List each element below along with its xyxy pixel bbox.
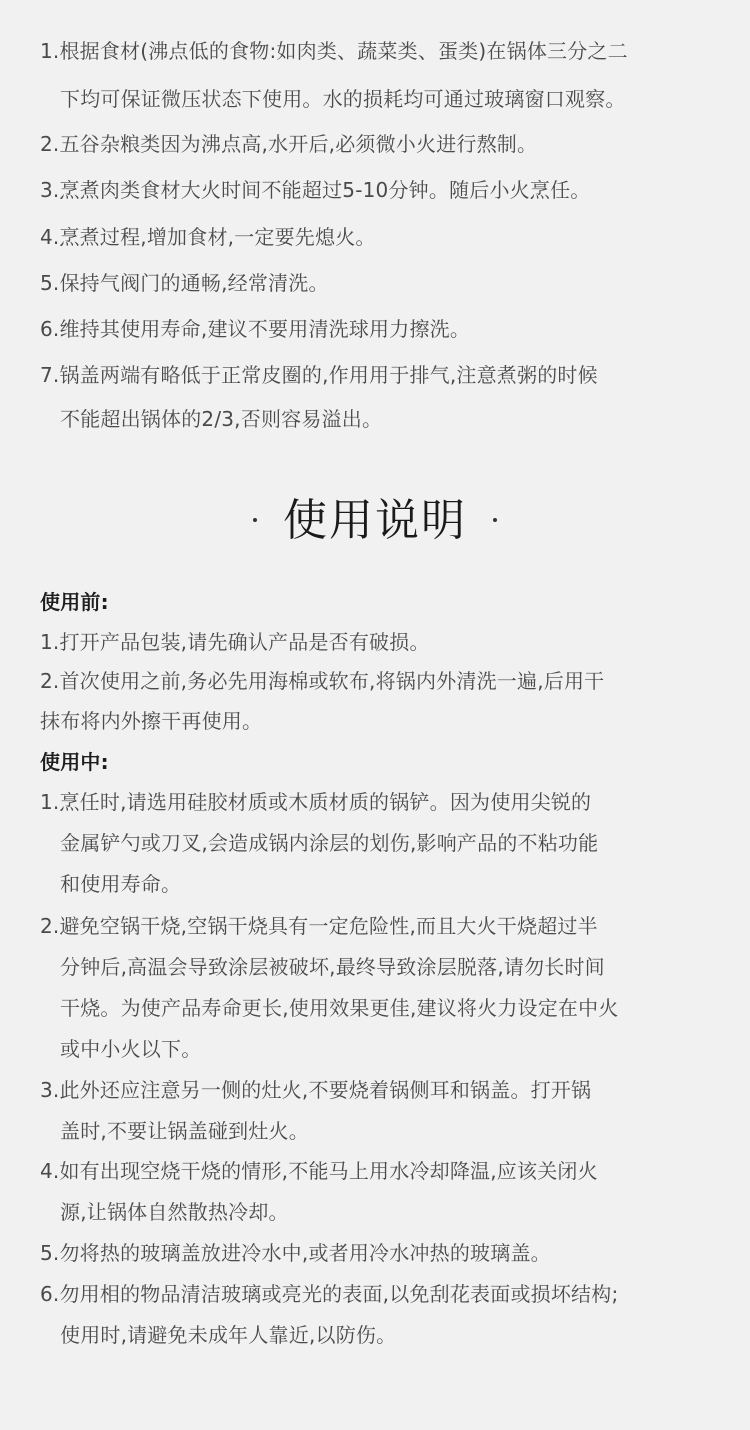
during-item-3-line-1: 3.此外还应注意另一侧的灶火,不要烧着锅侧耳和锅盖。打开锅 <box>40 1078 592 1102</box>
note-6: 6.维持其使用寿命,建议不要用清洗球用力擦洗。 <box>40 317 471 341</box>
during-use-heading: 使用中: <box>40 750 109 774</box>
note-4: 4.烹煮过程,增加食材,一定要先熄火。 <box>40 225 376 249</box>
title-dot-left <box>253 518 257 522</box>
during-item-1-line-3: 和使用寿命。 <box>60 872 182 896</box>
during-item-3-line-2: 盖时,不要让锅盖碰到灶火。 <box>60 1119 309 1143</box>
during-item-1-line-1: 1.烹任时,请选用硅胶材质或木质材质的锅铲。因为使用尖锐的 <box>40 790 592 814</box>
note-1-line-2: 下均可保证微压状态下使用。水的损耗均可通过玻璃窗口观察。 <box>60 87 626 111</box>
page-title: 使用说明 <box>283 495 467 546</box>
during-item-5: 5.勿将热的玻璃盖放进冷水中,或者用冷水冲热的玻璃盖。 <box>40 1241 551 1265</box>
during-item-2-line-1: 2.避免空锅干烧,空锅干烧具有一定危险性,而且大火干烧超过半 <box>40 914 598 938</box>
note-7-line-2: 不能超出锅体的2/3,否则容易溢出。 <box>60 407 383 431</box>
note-7-line-1: 7.锅盖两端有略低于正常皮圈的,作用用于排气,注意煮粥的时候 <box>40 363 598 387</box>
title-dot-right <box>493 518 497 522</box>
before-use-heading: 使用前: <box>40 590 109 614</box>
during-item-6-line-1: 6.勿用相的物品清洁玻璃或亮光的表面,以免刮花表面或损坏结构; <box>40 1282 619 1306</box>
during-item-4-line-2: 源,让锅体自然散热冷却。 <box>60 1200 289 1224</box>
during-item-4-line-1: 4.如有出现空烧干烧的情形,不能马上用水冷却降温,应该关闭火 <box>40 1159 598 1183</box>
note-3: 3.烹煮肉类食材大火时间不能超过5-10分钟。随后小火烹任。 <box>40 178 591 202</box>
before-item-1: 1.打开产品包装,请先确认产品是否有破损。 <box>40 630 430 654</box>
before-item-2-line-2: 抹布将内外擦干再使用。 <box>40 709 263 733</box>
during-item-2-line-4: 或中小火以下。 <box>60 1037 202 1061</box>
note-5: 5.保持气阀门的通畅,经常清洗。 <box>40 271 329 295</box>
section-title <box>0 488 750 554</box>
during-item-1-line-2: 金属铲勺或刀叉,会造成锅内涂层的划伤,影响产品的不粘功能 <box>60 831 599 855</box>
during-item-2-line-3: 干烧。为使产品寿命更长,使用效果更佳,建议将火力设定在中火 <box>60 996 619 1020</box>
during-item-2-line-2: 分钟后,高温会导致涂层被破坏,最终导致涂层脱落,请勿长时间 <box>60 955 605 979</box>
note-2: 2.五谷杂粮类因为沸点高,水开后,必须微小火进行熬制。 <box>40 132 538 156</box>
during-item-6-line-2: 使用时,请避免未成年人靠近,以防伤。 <box>60 1323 397 1347</box>
before-item-2-line-1: 2.首次使用之前,务必先用海棉或软布,将锅内外清洗一遍,后用干 <box>40 669 605 693</box>
note-1-line-1: 1.根据食材(沸点低的食物:如肉类、蔬菜类、蛋类)在锅体三分之二 <box>40 39 628 63</box>
